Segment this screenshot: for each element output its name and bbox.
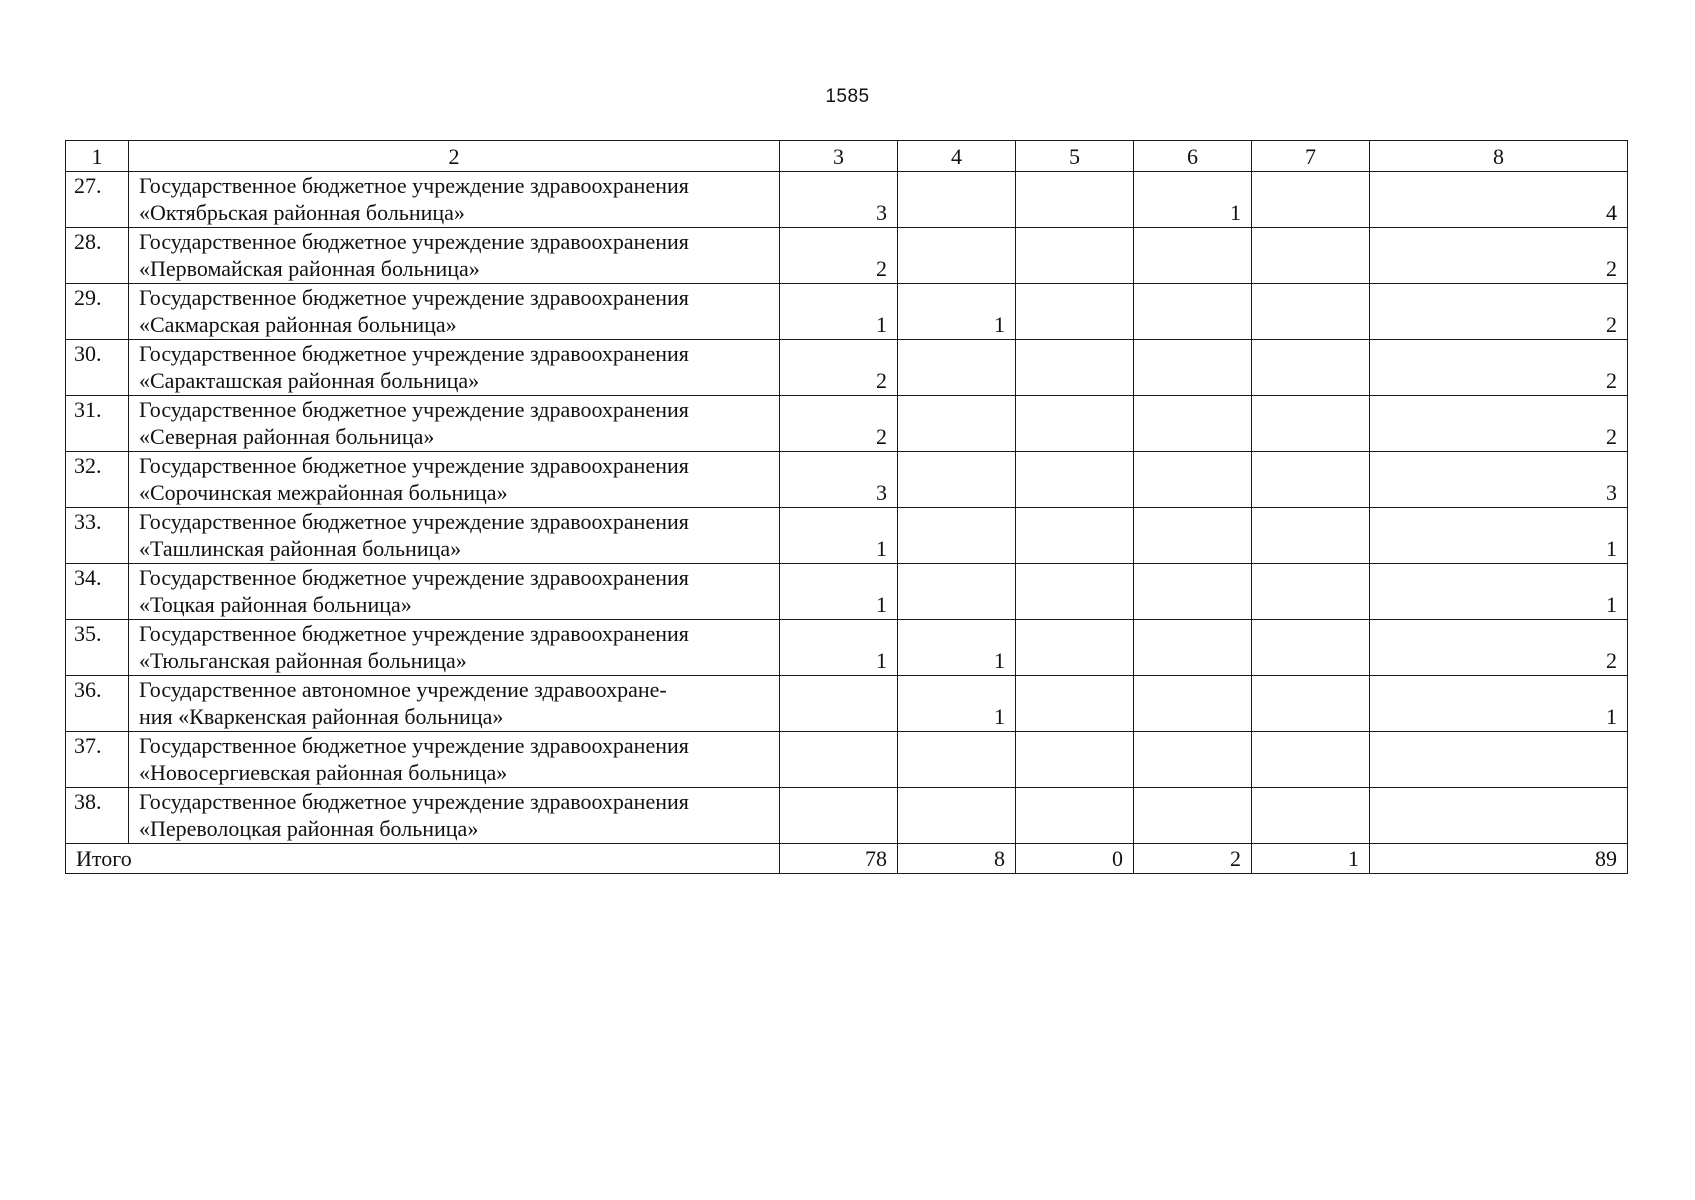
column-header: 8 bbox=[1370, 141, 1628, 172]
institution-name-line-1: Государственное бюджетное учреждение здравоохранения bbox=[139, 285, 689, 310]
value-cell-c7 bbox=[1252, 452, 1370, 508]
total-value-c8: 89 bbox=[1370, 844, 1628, 874]
row-number: 38. bbox=[66, 788, 129, 844]
value-cell-c6: 1 bbox=[1134, 172, 1252, 228]
value-cell-c4 bbox=[898, 340, 1016, 396]
institution-name bbox=[129, 564, 780, 620]
institution-name-line-1: Государственное бюджетное учреждение здравоохранения bbox=[139, 341, 689, 366]
value-cell-c3: 3 bbox=[780, 172, 898, 228]
value-cell-c6 bbox=[1134, 732, 1252, 788]
institution-name-line-2: «Саракташская районная больница» bbox=[139, 368, 480, 393]
value-cell-c8 bbox=[1370, 788, 1628, 844]
row-number: 32. bbox=[66, 452, 129, 508]
value-cell-c5 bbox=[1016, 340, 1134, 396]
value-cell-c7 bbox=[1252, 340, 1370, 396]
institution-name bbox=[129, 172, 780, 228]
value-cell-c3: 2 bbox=[780, 340, 898, 396]
institution-name-line-2: «Первомайская районная больница» bbox=[139, 256, 480, 281]
value-cell-c7 bbox=[1252, 172, 1370, 228]
value-cell-c7 bbox=[1252, 788, 1370, 844]
value-cell-c5 bbox=[1016, 620, 1134, 676]
table-row bbox=[66, 564, 1628, 620]
value-cell-c8 bbox=[1370, 732, 1628, 788]
value-cell-c6 bbox=[1134, 452, 1252, 508]
table-row bbox=[66, 676, 1628, 732]
value-cell-c4: 1 bbox=[898, 620, 1016, 676]
row-number: 33. bbox=[66, 508, 129, 564]
value-cell-c3: 1 bbox=[780, 620, 898, 676]
value-cell-c4 bbox=[898, 732, 1016, 788]
institution-name bbox=[129, 676, 780, 732]
value-cell-c5 bbox=[1016, 788, 1134, 844]
value-cell-c5 bbox=[1016, 228, 1134, 284]
value-cell-c4 bbox=[898, 172, 1016, 228]
column-header: 4 bbox=[898, 141, 1016, 172]
value-cell-c3: 1 bbox=[780, 564, 898, 620]
table-header-row bbox=[66, 141, 1628, 172]
value-cell-c8: 1 bbox=[1370, 564, 1628, 620]
value-cell-c6 bbox=[1134, 676, 1252, 732]
table-row bbox=[66, 228, 1628, 284]
value-cell-c6 bbox=[1134, 284, 1252, 340]
total-value-c7: 1 bbox=[1252, 844, 1370, 874]
value-cell-c7 bbox=[1252, 732, 1370, 788]
value-cell-c8: 1 bbox=[1370, 676, 1628, 732]
row-number: 27. bbox=[66, 172, 129, 228]
institution-name-line-1: Государственное бюджетное учреждение здравоохранения bbox=[139, 229, 689, 254]
value-cell-c5 bbox=[1016, 172, 1134, 228]
value-cell-c5 bbox=[1016, 732, 1134, 788]
institution-name-line-2: «Тюльганская районная больница» bbox=[139, 648, 467, 673]
institution-name-line-2: «Сорочинская межрайонная больница» bbox=[139, 480, 508, 505]
value-cell-c4 bbox=[898, 396, 1016, 452]
institution-name bbox=[129, 284, 780, 340]
total-value-c6: 2 bbox=[1134, 844, 1252, 874]
value-cell-c6 bbox=[1134, 620, 1252, 676]
table-row bbox=[66, 508, 1628, 564]
row-number: 30. bbox=[66, 340, 129, 396]
row-number: 29. bbox=[66, 284, 129, 340]
table-row bbox=[66, 452, 1628, 508]
table-row bbox=[66, 172, 1628, 228]
value-cell-c6 bbox=[1134, 340, 1252, 396]
value-cell-c7 bbox=[1252, 676, 1370, 732]
value-cell-c8: 2 bbox=[1370, 396, 1628, 452]
value-cell-c4 bbox=[898, 452, 1016, 508]
column-header: 3 bbox=[780, 141, 898, 172]
value-cell-c7 bbox=[1252, 620, 1370, 676]
value-cell-c8: 2 bbox=[1370, 228, 1628, 284]
institution-name-line-1: Государственное бюджетное учреждение здравоохранения bbox=[139, 173, 689, 198]
row-number: 37. bbox=[66, 732, 129, 788]
column-header: 7 bbox=[1252, 141, 1370, 172]
institution-name bbox=[129, 508, 780, 564]
institution-name bbox=[129, 620, 780, 676]
total-value-c3: 78 bbox=[780, 844, 898, 874]
value-cell-c7 bbox=[1252, 396, 1370, 452]
value-cell-c8: 1 bbox=[1370, 508, 1628, 564]
column-header: 2 bbox=[129, 141, 780, 172]
value-cell-c5 bbox=[1016, 452, 1134, 508]
value-cell-c7 bbox=[1252, 564, 1370, 620]
value-cell-c3: 1 bbox=[780, 284, 898, 340]
institution-name-line-1: Государственное бюджетное учреждение здравоохранения bbox=[139, 397, 689, 422]
table-row bbox=[66, 340, 1628, 396]
institution-name-line-2: «Ташлинская районная больница» bbox=[139, 536, 462, 561]
value-cell-c8: 4 bbox=[1370, 172, 1628, 228]
institution-name-line-1: Государственное автономное учреждение здравоохране- bbox=[139, 677, 667, 702]
page-number: 1585 bbox=[825, 86, 870, 107]
value-cell-c4: 1 bbox=[898, 284, 1016, 340]
column-header: 6 bbox=[1134, 141, 1252, 172]
institution-name bbox=[129, 396, 780, 452]
value-cell-c3: 1 bbox=[780, 508, 898, 564]
institution-name-line-1: Государственное бюджетное учреждение здравоохранения bbox=[139, 621, 689, 646]
row-number: 28. bbox=[66, 228, 129, 284]
value-cell-c3: 3 bbox=[780, 452, 898, 508]
value-cell-c3: 2 bbox=[780, 228, 898, 284]
value-cell-c5 bbox=[1016, 676, 1134, 732]
value-cell-c7 bbox=[1252, 284, 1370, 340]
value-cell-c5 bbox=[1016, 564, 1134, 620]
institution-name-line-1: Государственное бюджетное учреждение здравоохранения bbox=[139, 509, 689, 534]
value-cell-c4 bbox=[898, 788, 1016, 844]
value-cell-c7 bbox=[1252, 508, 1370, 564]
value-cell-c8: 2 bbox=[1370, 284, 1628, 340]
value-cell-c5 bbox=[1016, 284, 1134, 340]
institution-name-line-2: «Северная районная больница» bbox=[139, 424, 435, 449]
table-row bbox=[66, 620, 1628, 676]
row-number: 34. bbox=[66, 564, 129, 620]
institution-name-line-2: «Новосергиевская районная больница» bbox=[139, 760, 508, 785]
value-cell-c3 bbox=[780, 676, 898, 732]
value-cell-c3: 2 bbox=[780, 396, 898, 452]
total-value-c4: 8 bbox=[898, 844, 1016, 874]
row-number: 36. bbox=[66, 676, 129, 732]
value-cell-c3 bbox=[780, 732, 898, 788]
value-cell-c8: 2 bbox=[1370, 340, 1628, 396]
value-cell-c6 bbox=[1134, 508, 1252, 564]
value-cell-c4 bbox=[898, 508, 1016, 564]
institution-name-line-2: ния «Кваркенская районная больница» bbox=[139, 704, 504, 729]
total-row bbox=[66, 844, 1628, 874]
institution-name-line-2: «Сакмарская районная больница» bbox=[139, 312, 457, 337]
value-cell-c5 bbox=[1016, 508, 1134, 564]
value-cell-c4: 1 bbox=[898, 676, 1016, 732]
value-cell-c4 bbox=[898, 228, 1016, 284]
institution-name bbox=[129, 732, 780, 788]
value-cell-c8: 3 bbox=[1370, 452, 1628, 508]
table-row bbox=[66, 396, 1628, 452]
value-cell-c7 bbox=[1252, 228, 1370, 284]
institution-name-line-2: «Октябрьская районная больница» bbox=[139, 200, 465, 225]
value-cell-c8: 2 bbox=[1370, 620, 1628, 676]
value-cell-c6 bbox=[1134, 396, 1252, 452]
institution-name-line-1: Государственное бюджетное учреждение здравоохранения bbox=[139, 565, 689, 590]
value-cell-c6 bbox=[1134, 228, 1252, 284]
value-cell-c5 bbox=[1016, 396, 1134, 452]
row-number: 31. bbox=[66, 396, 129, 452]
value-cell-c4 bbox=[898, 564, 1016, 620]
institution-name bbox=[129, 788, 780, 844]
institution-name-line-1: Государственное бюджетное учреждение здравоохранения bbox=[139, 733, 689, 758]
institution-name bbox=[129, 452, 780, 508]
column-header: 5 bbox=[1016, 141, 1134, 172]
table-row bbox=[66, 732, 1628, 788]
report-table bbox=[65, 140, 1628, 874]
value-cell-c6 bbox=[1134, 564, 1252, 620]
institution-name-line-1: Государственное бюджетное учреждение здравоохранения bbox=[139, 789, 689, 814]
institution-name-line-2: «Тоцкая районная больница» bbox=[139, 592, 412, 617]
total-value-c5: 0 bbox=[1016, 844, 1134, 874]
institution-name-line-1: Государственное бюджетное учреждение здравоохранения bbox=[139, 453, 689, 478]
institution-name bbox=[129, 228, 780, 284]
institution-name bbox=[129, 340, 780, 396]
institution-name-line-2: «Переволоцкая районная больница» bbox=[139, 816, 479, 841]
column-header: 1 bbox=[66, 141, 129, 172]
table-row bbox=[66, 284, 1628, 340]
value-cell-c3 bbox=[780, 788, 898, 844]
value-cell-c6 bbox=[1134, 788, 1252, 844]
total-label: Итого bbox=[66, 844, 780, 874]
row-number: 35. bbox=[66, 620, 129, 676]
table-row bbox=[66, 788, 1628, 844]
